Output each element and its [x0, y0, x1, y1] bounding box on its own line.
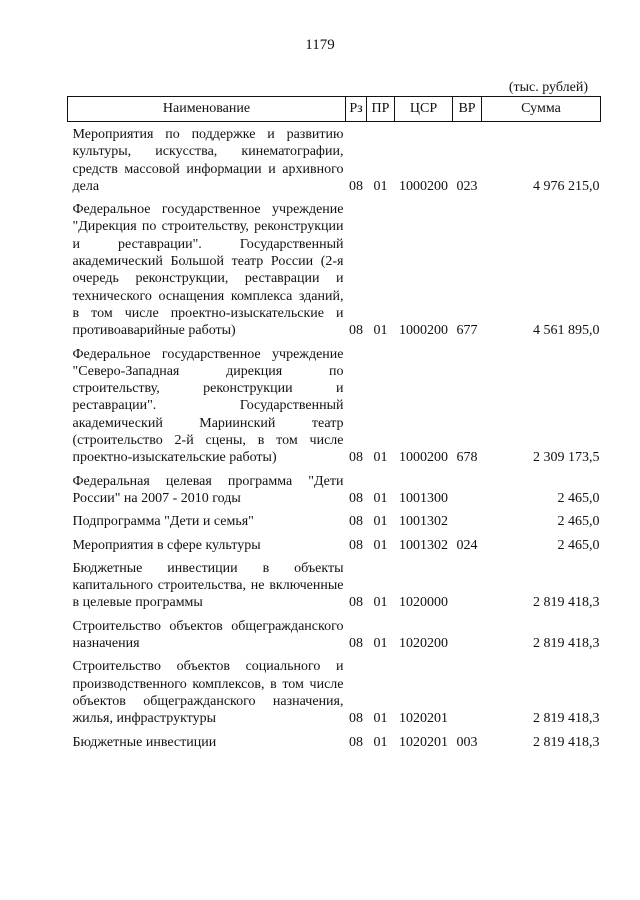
row-sum: 2 819 418,3: [533, 636, 600, 652]
row-rz: 08: [349, 537, 363, 553]
table-row: [68, 122, 601, 202]
row-sum: 2 465,0: [557, 490, 600, 506]
row-csr: 1020000: [399, 595, 448, 611]
row-vr: [453, 473, 482, 514]
row-vr: 677: [456, 323, 478, 339]
table-body: [68, 122, 601, 757]
row-vr: [453, 618, 482, 659]
row-csr: 1000200: [399, 323, 448, 339]
row-rz: 08: [349, 636, 363, 652]
row-sum: 2 465,0: [557, 514, 600, 530]
table-row: [68, 537, 601, 560]
row-rz: 08: [349, 490, 363, 506]
row-rz: 08: [349, 450, 363, 466]
row-rz: 08: [349, 711, 363, 727]
row-name: Федеральное государственное учреждение "Северо-Западная дирекция по строительству, реконструкции и реставрации". Государственный академический Мариинский театр (строительство 2-й сцены, в том числе проектно-изыскательские работы): [72, 346, 344, 466]
row-pr: 01: [373, 711, 388, 727]
units-label: (тыс. рублей): [508, 80, 588, 95]
row-csr: 1000200: [399, 178, 448, 194]
page-number: 1179: [305, 37, 335, 53]
row-name: Бюджетные инвестиции: [72, 734, 217, 750]
table-row: [68, 658, 601, 733]
row-pr: 01: [373, 323, 388, 339]
row-pr: 01: [373, 450, 388, 466]
row-name: Мероприятия по поддержке и развитию культуры, искусства, кинематографии, средств массовой информации и архивного дела: [72, 127, 344, 194]
header-name: Наименование: [68, 97, 346, 122]
row-sum: 4 976 215,0: [533, 178, 600, 194]
row-csr: 1020201: [399, 734, 448, 750]
row-rz: 08: [349, 595, 363, 611]
row-pr: 01: [373, 595, 388, 611]
row-vr: 024: [456, 537, 478, 553]
table-row: [68, 346, 601, 473]
row-name: Строительство объектов общегражданского назначения: [72, 618, 344, 652]
header-sum: Сумма: [482, 97, 601, 122]
table-row: [68, 560, 601, 618]
row-sum: 2 819 418,3: [533, 734, 600, 750]
row-csr: 1001302: [399, 514, 448, 530]
row-pr: 01: [373, 734, 388, 750]
row-vr: 023: [456, 178, 478, 194]
row-name: Федеральная целевая программа "Дети России" на 2007 - 2010 годы: [72, 473, 344, 506]
table-header: [68, 97, 601, 122]
row-csr: 1001300: [399, 490, 448, 506]
header-rz: Рз: [346, 97, 367, 122]
row-pr: 01: [373, 514, 388, 530]
row-rz: 08: [349, 178, 363, 194]
row-vr: [453, 513, 482, 536]
row-sum: 2 819 418,3: [533, 711, 600, 727]
row-sum: 4 561 895,0: [533, 323, 600, 339]
table-row: [68, 473, 601, 514]
row-sum: 2 465,0: [557, 537, 600, 553]
row-pr: 01: [373, 636, 388, 652]
row-rz: 08: [349, 323, 363, 339]
row-vr: 003: [456, 734, 478, 750]
row-pr: 01: [373, 537, 388, 553]
row-rz: 08: [349, 514, 363, 530]
table-row: [68, 734, 601, 757]
row-name: Бюджетные инвестиции в объекты капитального строительства, не включенные в целевые программы: [72, 560, 344, 611]
row-sum: 2 819 418,3: [533, 595, 600, 611]
table-row: [68, 618, 601, 659]
row-vr: [453, 658, 482, 733]
row-vr: [453, 560, 482, 618]
row-rz: 08: [349, 734, 363, 750]
row-vr: 678: [456, 450, 478, 466]
row-csr: 1000200: [399, 450, 448, 466]
row-csr: 1001302: [399, 537, 448, 553]
row-sum: 2 309 173,5: [533, 450, 600, 466]
row-csr: 1020201: [399, 711, 448, 727]
header-csr: ЦСР: [395, 97, 453, 122]
row-pr: 01: [373, 490, 388, 506]
row-name: Мероприятия в сфере культуры: [72, 537, 261, 553]
header-pr: ПР: [367, 97, 395, 122]
row-name: Федеральное государственное учреждение "Дирекция по строительству, реконструкции и реставрации". Государственный академический Большой театр России (2-я очередь реконструкции, реставрации и технического оснащения комплекса зданий, в том числе проектно-изыскательские и противоаварийные работы): [72, 202, 344, 339]
row-name: Подпрограмма "Дети и семья": [72, 514, 254, 530]
row-name: Строительство объектов социального и производственного комплексов, в том числе объектов общегражданского назначения, жилья, инфраструктуры: [72, 659, 344, 727]
table-row: [68, 513, 601, 536]
row-pr: 01: [373, 178, 388, 194]
header-vr: ВР: [453, 97, 482, 122]
row-csr: 1020200: [399, 636, 448, 652]
table-row: [68, 201, 601, 345]
budget-table: [67, 96, 601, 757]
